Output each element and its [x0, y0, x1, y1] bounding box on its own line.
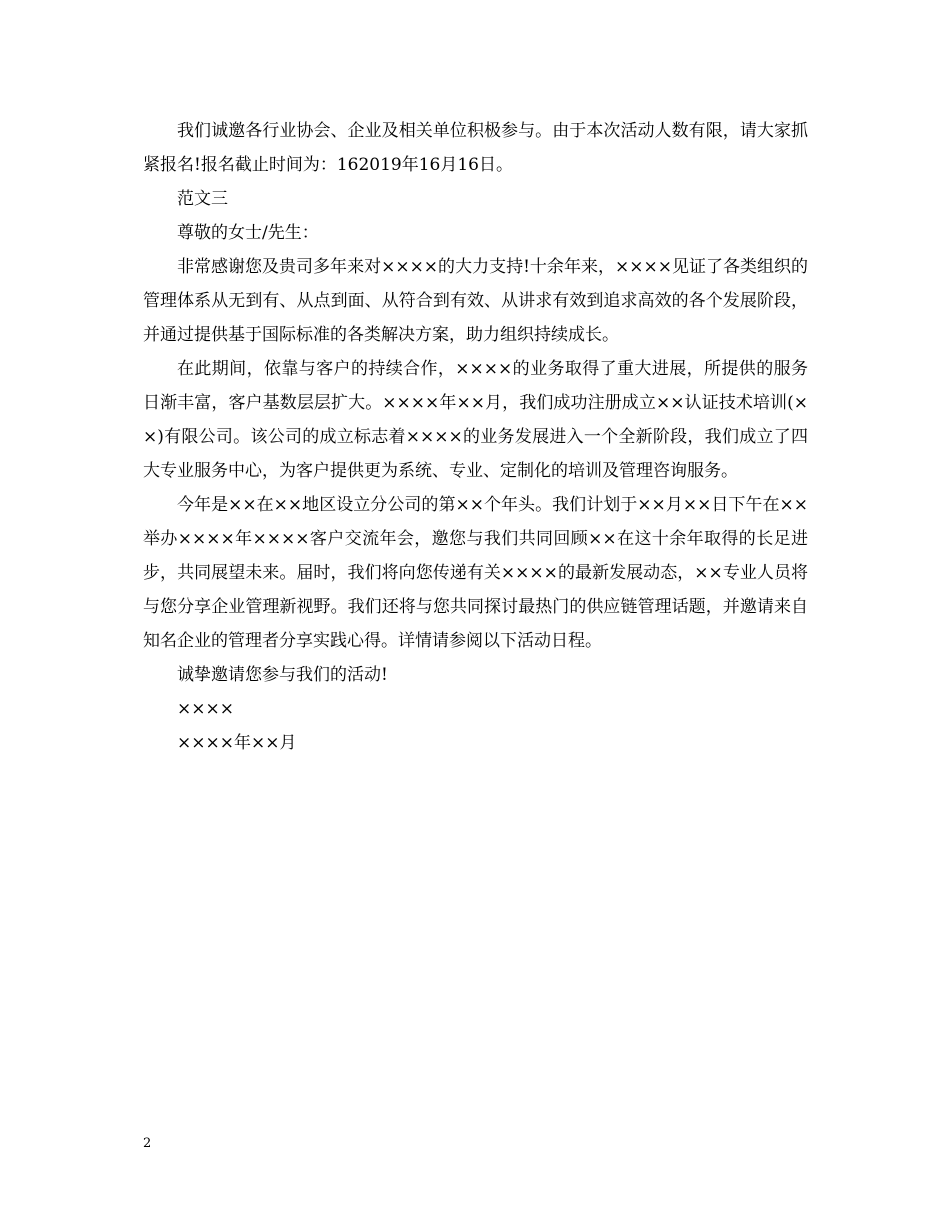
salutation: 尊敬的女士/先生： — [177, 223, 319, 243]
signature-date: ××××年××月 — [177, 733, 297, 753]
invitation-line: 诚挚邀请您参与我们的活动! — [177, 665, 388, 685]
sample-heading: 范文三 — [177, 189, 228, 209]
paragraph-thanks: 非常感谢您及贵司多年来对××××的大力支持!十余年来，××××见证了各类组织的管理体系从无到有、从点到面、从符合到有效、从讲求有效到追求高效的各个发展阶段，并通过提供基于国际标准的各类解决方案，助力组织持续成长。 — [143, 257, 808, 345]
paragraph-business-progress: 在此期间，依靠与客户的持续合作，××××的业务取得了重大进展，所提供的服务日渐丰富，客户基数层层扩大。××××年××月，我们成功注册成立××认证技术培训(××)有限公司。该公司的成立标志着××××的业务发展进入一个全新阶段，我们成立了四大专业服务中心，为客户提供更为系统、专业、定制化的培训及管理咨询服务。 — [143, 359, 808, 481]
paragraph-annual-meeting: 今年是××在××地区设立分公司的第××个年头。我们计划于××月××日下午在××举办××××年××××客户交流年会，邀您与我们共同回顾××在这十余年取得的长足进步，共同展望未来。届时，我们将向您传递有关××××的最新发展动态，××专业人员将与您分享企业管理新视野。我们还将与您共同探讨最热门的供应链管理话题，并邀请来自知名企业的管理者分享实践心得。详情请参阅以下活动日程。 — [143, 495, 808, 651]
signature-organization: ×××× — [177, 699, 234, 719]
document-body — [143, 114, 808, 760]
page-number: 2 — [143, 1136, 152, 1151]
paragraph-invitation-closing: 我们诚邀各行业协会、企业及相关单位积极参与。由于本次活动人数有限，请大家抓紧报名!报名截止时间为：162019年16月16日。 — [143, 121, 808, 175]
